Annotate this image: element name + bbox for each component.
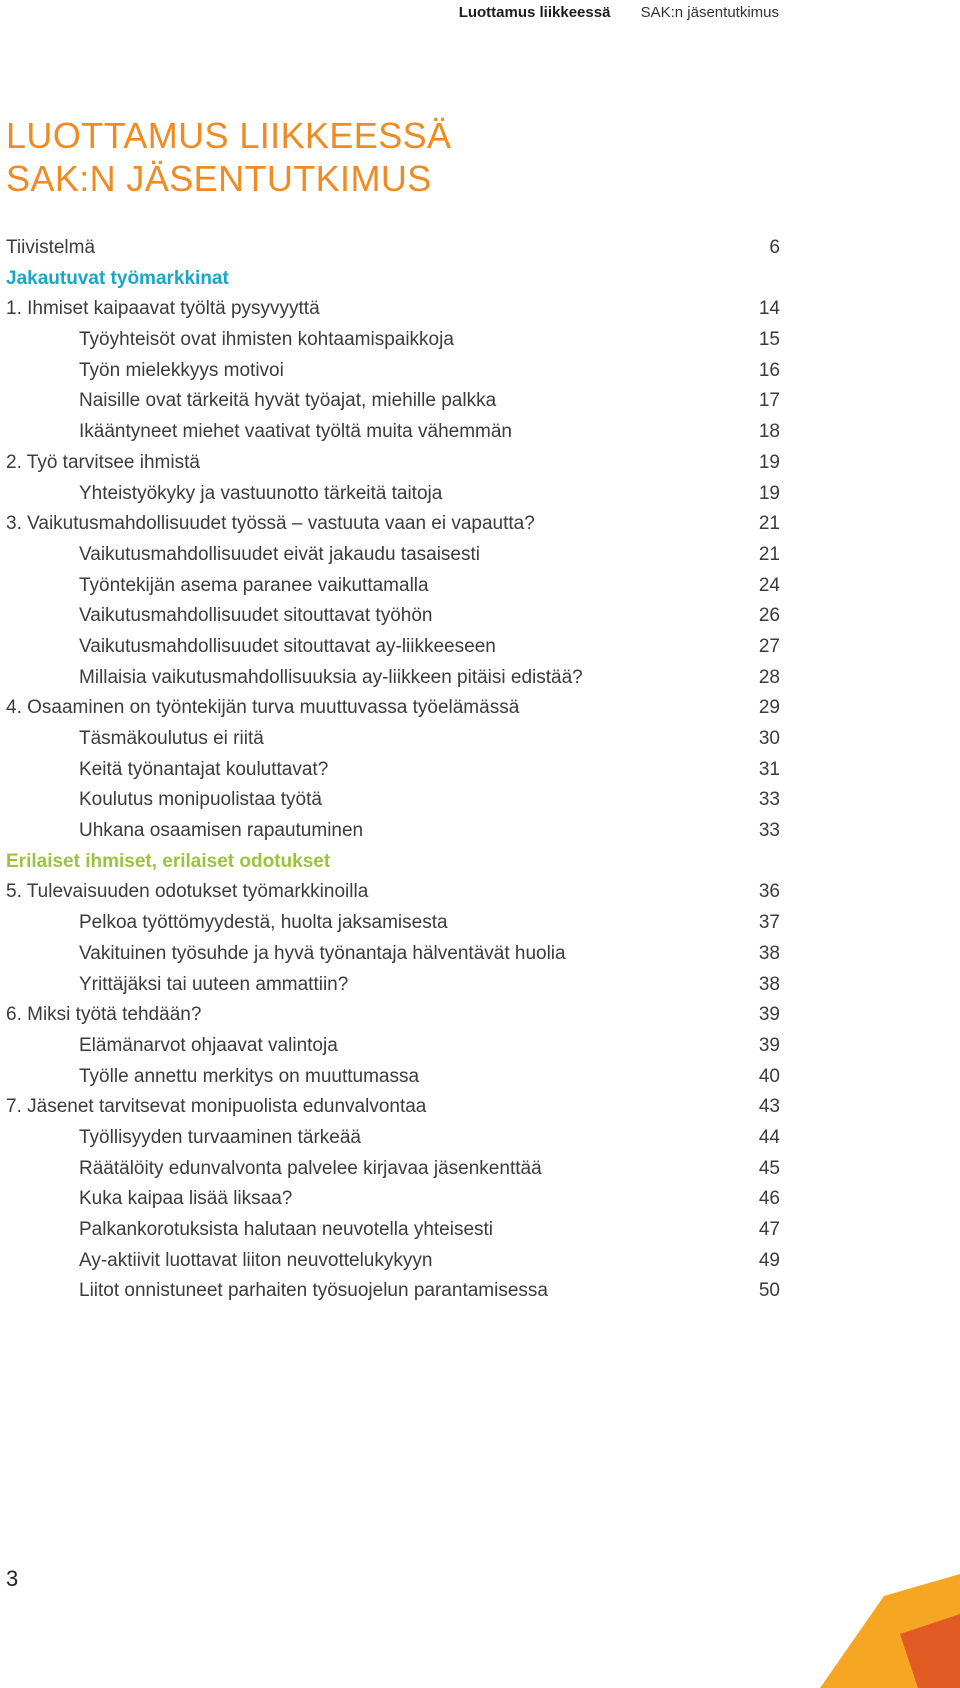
toc-entry-label: 4. Osaaminen on työntekijän turva muuttuvassa työelämässä	[6, 697, 520, 719]
toc-subentry	[6, 1123, 780, 1154]
toc-entry-page: 15	[758, 329, 780, 351]
toc-entry-page: 38	[758, 973, 780, 995]
toc-entry-page: 29	[758, 697, 780, 719]
toc-entry-label: Yrittäjäksi tai uuteen ammattiin?	[79, 973, 349, 995]
corner-shape-light	[820, 1574, 960, 1688]
table-of-contents	[6, 233, 780, 1307]
toc-entry-page: 46	[758, 1188, 780, 1210]
header-document-title: SAK:n jäsentutkimus	[640, 4, 779, 21]
toc-subentry	[6, 1062, 780, 1093]
toc-subentry	[6, 785, 780, 816]
toc-subentry	[6, 939, 780, 970]
toc-entry-label: Työn mielekkyys motivoi	[79, 359, 284, 381]
toc-subentry	[6, 356, 780, 387]
toc-entry-label: Keitä työnantajat kouluttavat?	[79, 758, 329, 780]
page-number: 3	[6, 1566, 19, 1591]
toc-entry-page: 19	[758, 451, 780, 473]
toc-entry-page: 14	[758, 298, 780, 320]
corner-shape-dark	[900, 1614, 960, 1688]
toc-subentry	[6, 386, 780, 417]
toc-entry-label: Vaikutusmahdollisuudet sitouttavat työhön	[79, 605, 433, 627]
toc-entry-page: 39	[758, 1004, 780, 1026]
toc-entry-page: 36	[758, 881, 780, 903]
toc-entry-label: Elämänarvot ohjaavat valintoja	[79, 1034, 338, 1056]
toc-entry-label: Naisille ovat tärkeitä hyvät työajat, miehille palkka	[79, 390, 497, 412]
toc-entry-label: 6. Miksi työtä tehdään?	[6, 1004, 202, 1026]
toc-entry-label: 1. Ihmiset kaipaavat työltä pysyvyyttä	[6, 298, 320, 320]
toc-subentry	[6, 632, 780, 663]
toc-entry-label: Ay-aktiivit luottavat liiton neuvottelukykyyn	[79, 1249, 433, 1271]
title-line-2: SAK:N JÄSENTUTKIMUS	[6, 158, 432, 199]
toc-subentry	[6, 571, 780, 602]
toc-entry-label: Palkankorotuksista halutaan neuvotella yhteisesti	[79, 1219, 494, 1240]
toc-entry-label: Työyhteisöt ovat ihmisten kohtaamispaikkoja	[79, 329, 454, 351]
toc-entry-page: 39	[758, 1034, 780, 1056]
toc-section-label: Jakautuvat työmarkkinat	[6, 267, 229, 289]
toc-subentry	[6, 663, 780, 694]
toc-entry-page: 31	[758, 758, 780, 780]
toc-subentry	[6, 1154, 780, 1185]
toc-subentry	[6, 970, 780, 1001]
toc-entry-page: 17	[758, 390, 780, 412]
toc-section-heading	[6, 847, 780, 878]
toc-subentry	[6, 1215, 780, 1246]
toc-subentry	[6, 908, 780, 939]
toc-entry-label: Kuka kaipaa lisää liksaa?	[79, 1188, 293, 1210]
toc-entry-page: 38	[758, 942, 780, 964]
toc-entry-label: 7. Jäsenet tarvitsevat monipuolista edunvalvontaa	[6, 1096, 427, 1118]
toc-subentry	[6, 1184, 780, 1215]
toc-subentry	[6, 479, 780, 510]
toc-chapter-entry	[6, 877, 780, 908]
toc-entry-page: 28	[758, 666, 780, 688]
toc-entry-label: Yhteistyökyky ja vastuunotto tärkeitä taitoja	[79, 482, 443, 504]
toc-entry-label: 3. Vaikutusmahdollisuudet työssä – vastuuta vaan ei vapautta?	[6, 513, 535, 535]
toc-entry-page: 6	[769, 237, 780, 258]
toc-entry-label: Työntekijän asema paranee vaikuttamalla	[79, 574, 429, 596]
toc-subentry	[6, 1246, 780, 1277]
toc-entry-label: Ikääntyneet miehet vaativat työltä muita vähemmän	[79, 421, 513, 443]
toc-subentry	[6, 724, 780, 755]
toc-entry-page: 40	[758, 1065, 780, 1087]
toc-chapter-entry	[6, 693, 780, 724]
toc-subentry	[6, 1031, 780, 1062]
header-section-title: Luottamus liikkeessä	[458, 4, 611, 21]
toc-section-label: Erilaiset ihmiset, erilaiset odotukset	[6, 850, 331, 872]
toc-subentry	[6, 755, 780, 786]
toc-entry-page: 21	[758, 543, 780, 565]
toc-chapter-entry	[6, 294, 780, 325]
running-header	[459, 2, 779, 24]
toc-subentry	[6, 325, 780, 356]
toc-section-heading	[6, 264, 780, 295]
toc-entry-label: Työllisyyden turvaaminen tärkeää	[79, 1126, 361, 1148]
toc-entry-page: 49	[758, 1249, 780, 1271]
toc-chapter-entry	[6, 509, 780, 540]
toc-entry-label: Vaikutusmahdollisuudet sitouttavat ay-liikkeeseen	[79, 635, 496, 657]
toc-entry-page: 50	[758, 1280, 780, 1302]
toc-entry-page: 18	[758, 421, 780, 443]
toc-chapter-entry	[6, 448, 780, 479]
toc-entry-page: 43	[758, 1096, 780, 1118]
toc-entry-page: 44	[758, 1126, 780, 1148]
toc-entry-label: Räätälöity edunvalvonta palvelee kirjavaa jäsenkenttää	[79, 1157, 542, 1179]
toc-entry-label: Koulutus monipuolistaa työtä	[79, 789, 322, 811]
toc-entry-label: Vaikutusmahdollisuudet eivät jakaudu tasaisesti	[79, 543, 480, 565]
toc-entry-label: 5. Tulevaisuuden odotukset työmarkkinoilla	[6, 881, 369, 903]
toc-entry-label: Uhkana osaamisen rapautuminen	[79, 820, 364, 842]
toc-entry-page: 21	[758, 513, 780, 535]
toc-entry-label: Millaisia vaikutusmahdollisuuksia ay-liikkeen pitäisi edistää?	[79, 666, 583, 688]
toc-entry-page: 47	[758, 1219, 780, 1240]
toc-entry-page: 19	[758, 482, 780, 504]
toc-entry-label: Työlle annettu merkitys on muuttumassa	[79, 1065, 420, 1087]
toc-entry-page: 30	[758, 728, 780, 749]
toc-entry-page: 37	[758, 912, 780, 934]
toc-entry-label: 2. Työ tarvitsee ihmistä	[6, 451, 200, 473]
toc-entry-page: 24	[758, 574, 780, 596]
toc-subentry	[6, 540, 780, 571]
toc-entry-label: Pelkoa työttömyydestä, huolta jaksamisesta	[79, 912, 448, 934]
toc-entry-page: 33	[758, 820, 780, 842]
page-title	[6, 114, 451, 200]
toc-chapter-entry	[6, 233, 780, 264]
toc-entry-page: 16	[758, 359, 780, 381]
toc-entry-label: Tiivistelmä	[6, 237, 96, 258]
toc-entry-page: 33	[758, 789, 780, 811]
toc-entry-label: Täsmäkoulutus ei riitä	[79, 728, 264, 749]
toc-chapter-entry	[6, 1000, 780, 1031]
title-line-1: LUOTTAMUS LIIKKEESSÄ	[6, 115, 452, 156]
toc-subentry	[6, 601, 780, 632]
toc-subentry	[6, 816, 780, 847]
toc-entry-page: 27	[758, 635, 780, 657]
toc-entry-label: Liitot onnistuneet parhaiten työsuojelun parantamisessa	[79, 1280, 548, 1302]
toc-entry-page: 45	[758, 1157, 780, 1179]
toc-chapter-entry	[6, 1092, 780, 1123]
toc-subentry	[6, 417, 780, 448]
toc-subentry	[6, 1276, 780, 1307]
toc-entry-label: Vakituinen työsuhde ja hyvä työnantaja hälventävät huolia	[79, 942, 566, 964]
toc-entry-page: 26	[758, 605, 780, 627]
